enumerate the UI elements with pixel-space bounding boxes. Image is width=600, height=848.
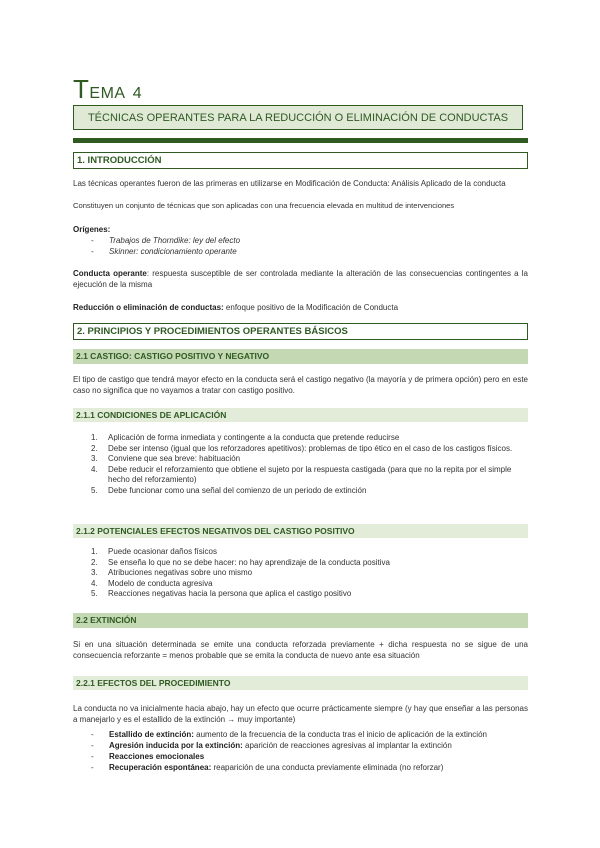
header-divider — [73, 138, 528, 143]
castigo-paragraph: El tipo de castigo que tendrá mayor efecto en la conducta será el castigo negativo (la mayoría y de primera opción) pero en este caso no significa que no vayamos a tratar con castigo positivo. — [73, 375, 528, 395]
list-item: 2. Debe ser intenso (igual que los reforzadores apetitivos): problemas de tipo ético en el caso de los castigos físicos. — [91, 443, 513, 453]
list-item: 5. Reacciones negativas hacia la persona que aplica el castigo positivo — [91, 589, 352, 598]
list-item: 4. Modelo de conducta agresiva — [91, 578, 213, 588]
operant-term: Conducta operante — [73, 269, 147, 278]
chapter-title-rest: EMA — [89, 85, 126, 102]
reduction-definition — [73, 302, 528, 313]
reduction-def-text: enfoque positivo de la Modificación de Conducta — [223, 303, 399, 312]
subsection-heading-efectos-procedimiento: 2.2.1 EFECTOS DEL PROCEDIMIENTO — [73, 676, 528, 690]
conditions-list — [91, 433, 528, 496]
chapter-title-initial: T — [73, 74, 90, 104]
operant-def-text: : respuesta susceptible de ser controlada mediante la alteración de las consecuencias contingentes a la ejecución de la misma — [73, 269, 528, 289]
origin-item-skinner: Skinner: condicionamiento operante — [109, 247, 237, 256]
chapter-title — [73, 74, 142, 105]
section-heading-principios: 2. PRINCIPIOS Y PROCEDIMIENTOS OPERANTES BÁSICOS — [73, 323, 528, 340]
operant-definition — [73, 268, 528, 290]
origins-label: Orígenes: — [73, 225, 111, 234]
list-item: 1. Puede ocasionar daños físicos — [91, 547, 217, 556]
subsection-heading-condiciones: 2.1.1 CONDICIONES DE APLICACIÓN — [73, 408, 528, 422]
negative-effects-list — [91, 547, 528, 600]
document-page: TEMA 4 TÉCNICAS OPERANTES PARA LA REDUCCIÓN O ELIMINACIÓN DE CONDUCTAS 1. INTRODUCCIÓN Las técnicas operantes fueron de las primeras en utilizarse en Modificación de Conducta: Análisis Aplicado de la conducta Constituyen un conjunto de técnicas que son aplicadas con una frecuencia elevada en multitud de intervenciones Orígenes: - Trabajos de Thorndike: ley del efecto - Skinner: condicionamiento operante Conducta operante: respuesta susceptible de ser controlada mediante la alteración de las consecuencias contingentes a la ejecución de la misma Reducción o eliminación de conductas: enfoque positivo de la Modificación de Conducta 2. PRINCIPIOS Y PROCEDIMIENTOS OPERANTES BÁSICOS 2.1 CASTIGO: CASTIGO POSITIVO Y NEGATIVO El tipo de castigo que tendrá mayor efecto en la conducta será el castigo negativo (la mayoría y de primera opción) pero en este caso no significa que no vayamos a tratar con castigo positivo. 2.1.1 CONDICIONES DE APLICACIÓN 1. Aplicación de forma inmediata y contingente a la conducta que pretende reducirse 2. Debe ser intenso (igual que los reforzadores apetitivos): problemas de tipo ético en el caso de los castigos físicos. 3. Conviene que sea breve: habituación 4. Debe reducir el reforzamiento que obtiene el sujeto por la respuesta castigada (para que no la repita por el simple hecho del reforzamiento) 5. Debe funcionar como una señal del comienzo de un periodo de extinción 2.1.2 POTENCIALES EFECTOS NEGATIVOS DEL CASTIGO POSITIVO 1. Puede ocasionar daños físicos 2. Se enseña lo que no se debe hacer: no hay aprendizaje de la conducta positiva 3. Atribuciones negativas sobre uno mismo 4. Modelo de conducta agresiva 5. Reacciones negativas hacia la persona que aplica el castigo positivo 2.2 EXTINCIÓN Si en una situación determinada se emite una conducta reforzada previamente + dicha respuesta no se sigue de una consecuencia reforzante = menos probable que se emita la conducta de nuevo ante esa situación 2.2.1 EFECTOS DEL PROCEDIMIENTO La conducta no va inicialmente hacia abajo, hay un efecto que ocurre prácticamente siempre (y hay que enseñar a las personas a manejarlo y es el estallido de la extinción → muy importante) - Estallido de extinción: aumento de la frecuencia de la conducta tras el inicio de aplicación de la extinción - Agresión inducida por la extinción: aparición de reacciones agresivas al implantar la extinción - Reacciones emocionales - Recuperación espontánea: reaparición de una conducta previamente eliminada (no reforzar) — [73, 74, 528, 772]
list-item: 3. Atribuciones negativas sobre uno mismo — [91, 568, 253, 577]
procedimiento-paragraph: La conducta no va inicialmente hacia abajo, hay un efecto que ocurre prácticamente siempre (y hay que enseñar a las personas a manejarlo y es el estallido de la extinción → muy importante) — [73, 704, 528, 724]
section-heading-introduccion: 1. INTRODUCCIÓN — [73, 152, 528, 169]
extincion-paragraph: Si en una situación determinada se emite una conducta reforzada previamente + dicha respuesta no se sigue de una consecuencia reforzante = menos probable que se emita la conducta de nuevo ante esa situación — [73, 640, 528, 660]
intro-paragraph-1: Las técnicas operantes fueron de las primeras en utilizarse en Modificación de Conducta: Análisis Aplicado de la conducta — [73, 179, 506, 188]
origin-item-thorndike: Trabajos de Thorndike: ley del efecto — [109, 236, 241, 245]
subsection-heading-castigo: 2.1 CASTIGO: CASTIGO POSITIVO Y NEGATIVO — [73, 349, 528, 364]
subsection-heading-extincion: 2.2 EXTINCIÓN — [73, 613, 528, 628]
list-item: 5. Debe funcionar como una señal del comienzo de un periodo de extinción — [91, 485, 367, 495]
chapter-subtitle: TÉCNICAS OPERANTES PARA LA REDUCCIÓN O ELIMINACIÓN DE CONDUCTAS — [73, 105, 523, 130]
intro-paragraph-2: Constituyen un conjunto de técnicas que son aplicadas con una frecuencia elevada en multitud de intervenciones — [73, 201, 455, 210]
subsection-heading-efectos-negativos: 2.1.2 POTENCIALES EFECTOS NEGATIVOS DEL CASTIGO POSITIVO — [73, 524, 528, 538]
list-item: 2. Se enseña lo que no se debe hacer: no hay aprendizaje de la conducta positiva — [91, 557, 390, 567]
chapter-number: 4 — [132, 85, 143, 102]
list-item: 1. Aplicación de forma inmediata y contingente a la conducta que pretende reducirse — [91, 433, 400, 442]
list-item: 3. Conviene que sea breve: habituación — [91, 454, 241, 463]
list-item: 4. Debe reducir el reforzamiento que obtiene el sujeto por la respuesta castigada (para que no la repita por el simple hecho del reforzamiento) — [91, 464, 512, 484]
reduction-term: Reducción o eliminación de conductas: — [73, 303, 224, 312]
